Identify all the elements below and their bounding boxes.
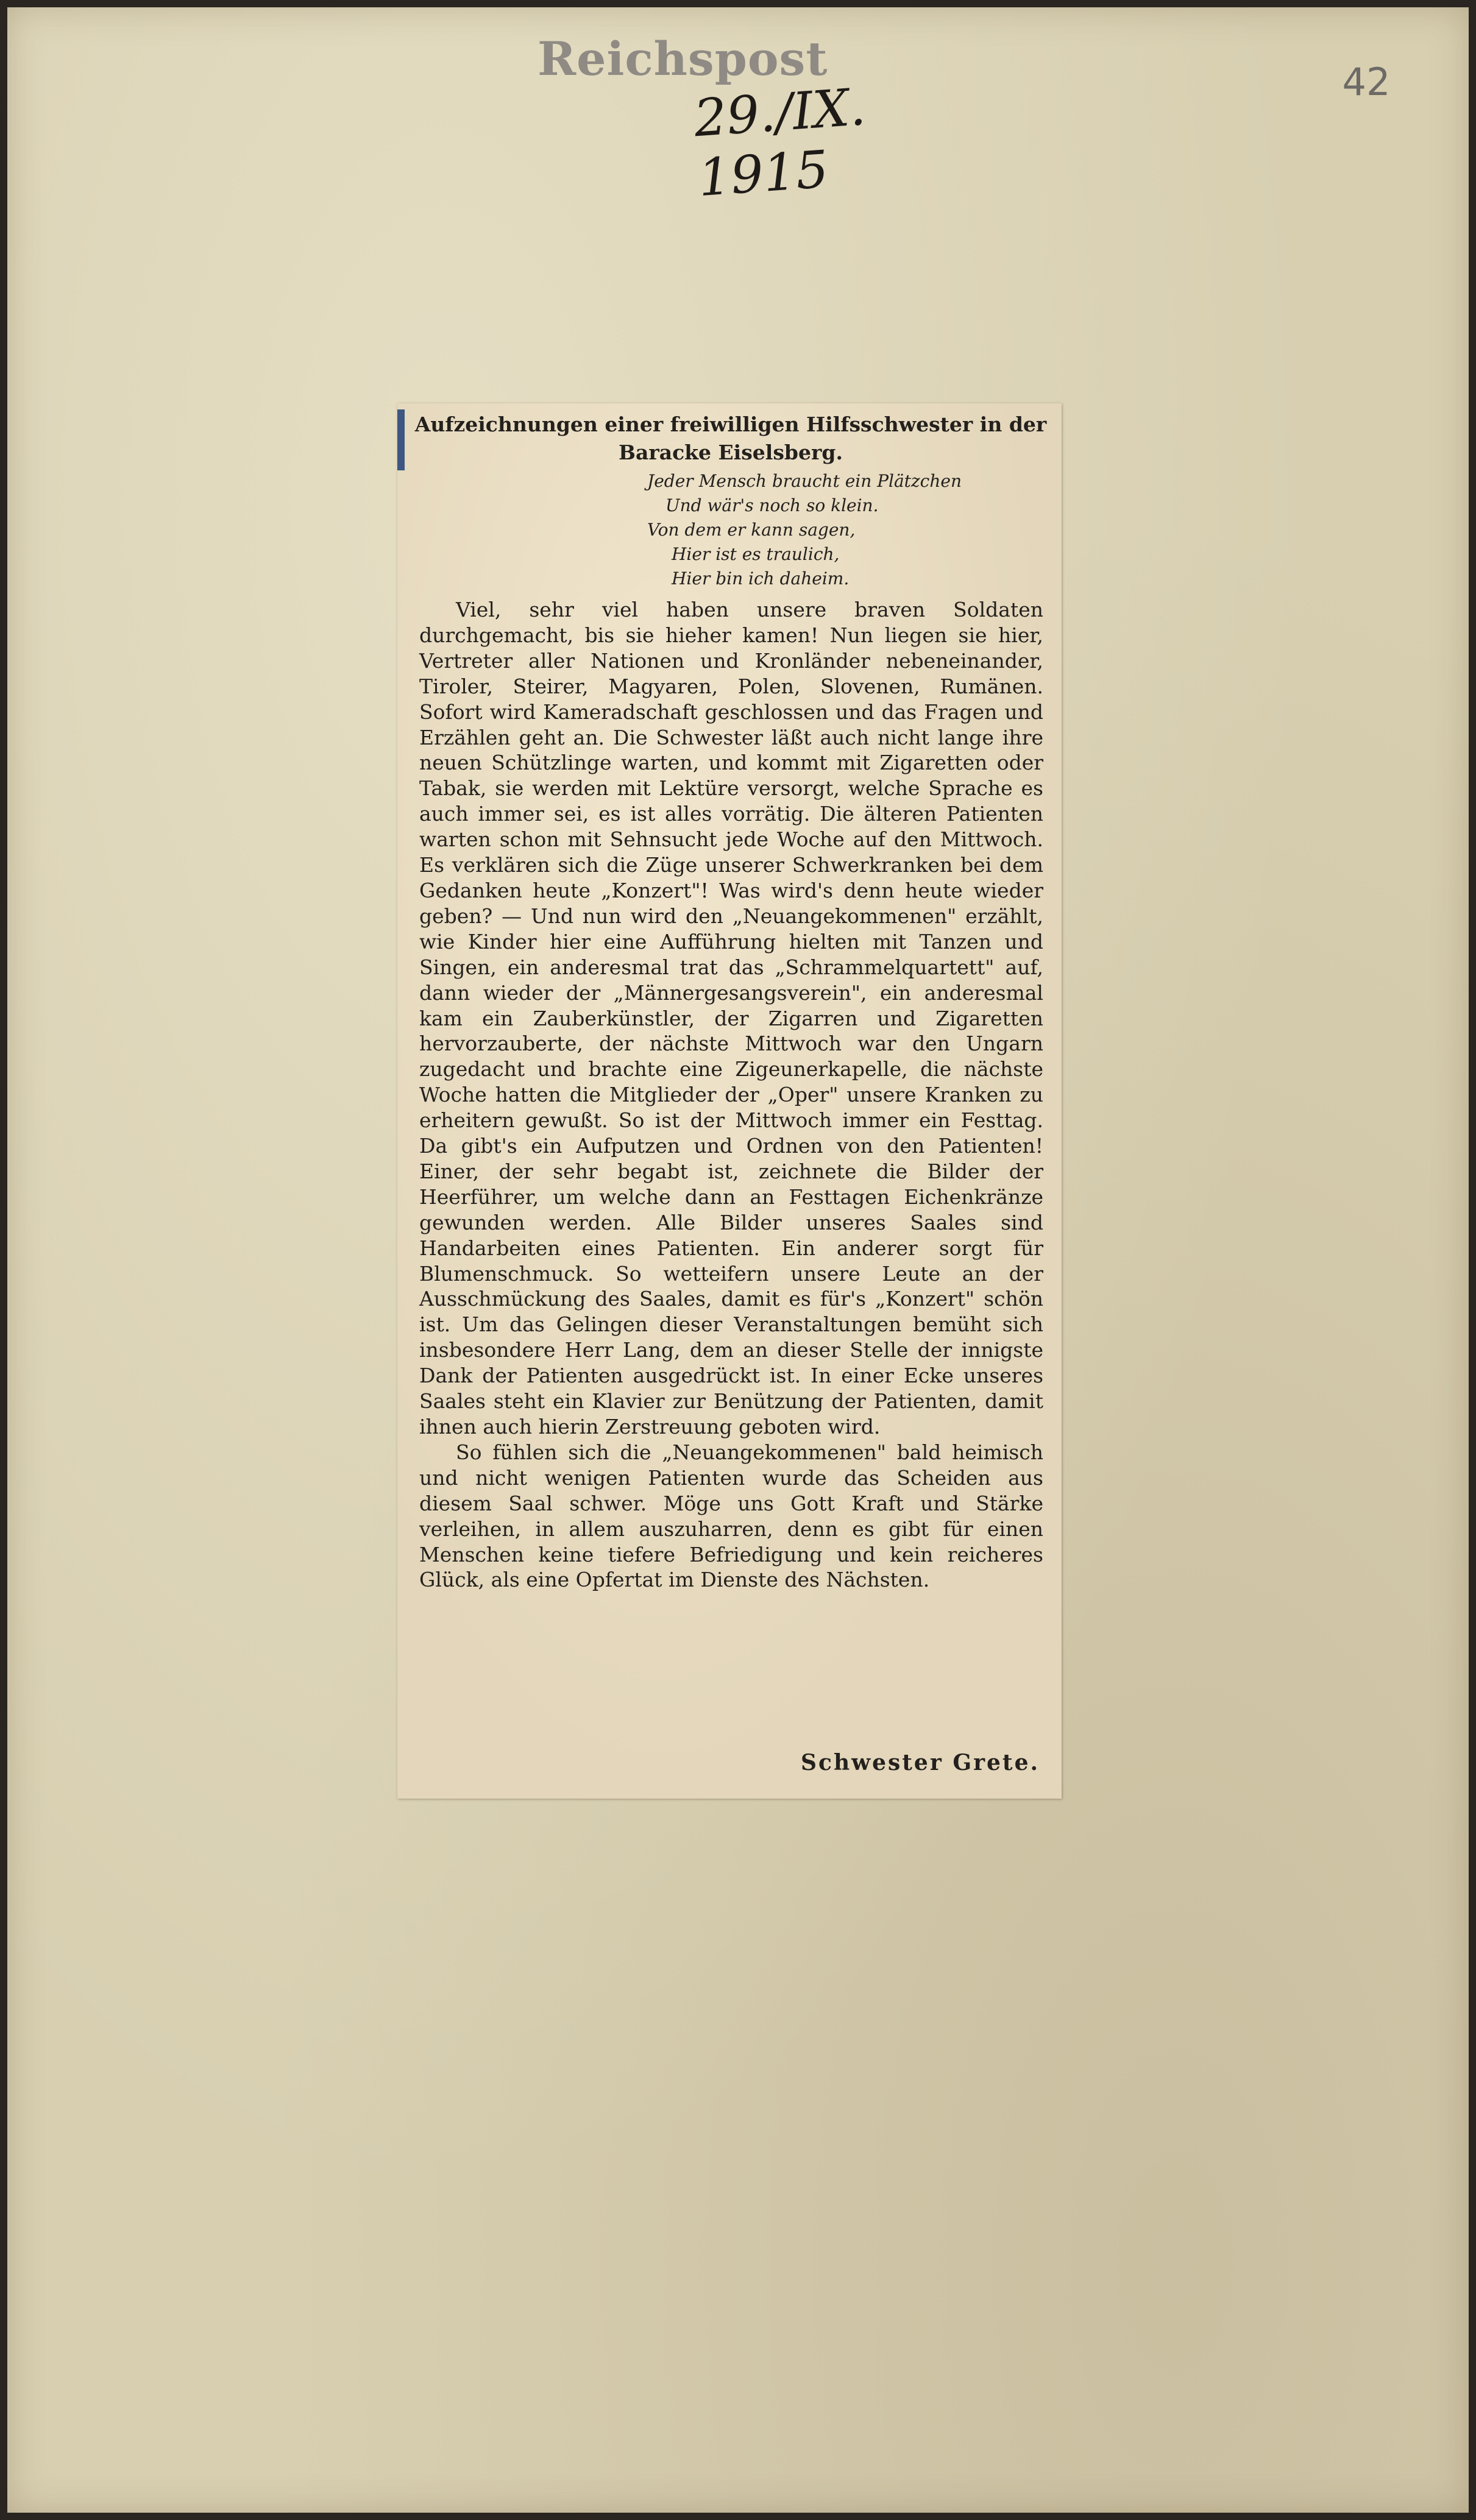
verse-line: Jeder Mensch braucht ein Plätzchen bbox=[647, 471, 962, 491]
verse-line: Von dem er kann sagen, bbox=[647, 520, 856, 540]
newspaper-clipping bbox=[397, 403, 1062, 1799]
verse-line: Hier bin ich daheim. bbox=[672, 568, 850, 589]
article-signature: Schwester Grete. bbox=[801, 1750, 1040, 1775]
verse-block bbox=[647, 469, 1049, 591]
verse-line: Und wär's noch so klein. bbox=[665, 495, 879, 515]
handwritten-date: 29./IX. 1915 bbox=[692, 76, 868, 208]
archive-sheet bbox=[7, 7, 1469, 2513]
blue-edge-mark bbox=[397, 409, 405, 470]
verse-line: Hier ist es traulich, bbox=[672, 544, 840, 564]
article-body bbox=[419, 597, 1043, 1593]
page-number: 42 bbox=[1342, 60, 1391, 104]
article-headline: Aufzeichnungen einer freiwilligen Hilfsschwester in der Baracke Eiselsberg. bbox=[414, 412, 1047, 464]
article-paragraph: So fühlen sich die „Neuangekommenen" bald heimisch und nicht wenigen Patienten wurde das Scheiden aus diesem Saal schwer. Möge uns Gott Kraft und Stärke verleihen, in allem auszuharren, denn es gibt für einen Menschen keine tiefere Befriedigung und kein reicheres Glück, als eine Opfertat im Dienste des Nächsten. bbox=[419, 1440, 1043, 1592]
article-paragraph: Viel, sehr viel haben unsere braven Soldaten durchgemacht, bis sie hieher kamen! Nun liegen sie hier, Vertreter aller Nationen und Kronländer nebeneinander, Tiroler, Steirer, Magyaren, Polen, Slovenen, Rumänen. Sofort wird Kameradschaft geschlossen und das Fragen und Erzählen geht an. Die Schwester läßt auch nicht lange ihre neuen Schützlinge warten, und kommt mit Zigaretten oder Tabak, sie werden mit Lektüre versorgt, welche Sprache es auch immer sei, es ist alles vorrätig. Die älteren Patienten warten schon mit Sehnsucht jede Woche auf den Mittwoch. Es verklären sich die Züge unserer Schwerkranken bei dem Gedanken heute „Konzert"! Was wird's denn heute wieder geben? — Und nun wird den „Neuangekommenen" erzählt, wie Kinder hier eine Aufführung hielten mit Tanzen und Singen, ein anderesmal trat das „Schrammelquartett" auf, dann wieder der „Männergesangsverein", ein anderesmal kam ein Zauberkünstler, der Zigarren und Zigaretten hervorzauberte, der nächste Mittwoch war den Ungarn zugedacht und brachte eine Zigeunerkapelle, die nächste Woche hatten die Mitglieder der „Oper" unsere Kranken zu erheitern gewußt. So ist der Mittwoch immer ein Festtag. Da gibt's ein Aufputzen und Ordnen von den Patienten! Einer, der sehr begabt ist, zeichnete die Bilder der Heerführer, um welche dann an Festtagen Eichenkränze gewunden werden. Alle Bilder unseres Saales sind Handarbeiten eines Patienten. Ein anderer sorgt für Blumenschmuck. So wetteifern unsere Leute an der Ausschmückung des Saales, damit es für's „Konzert" schön ist. Um das Gelingen dieser Veranstaltungen bemüht sich insbesondere Herr Lang, dem an dieser Stelle der innigste Dank der Patienten ausgedrückt ist. In einer Ecke unseres Saales steht ein Klavier zur Benützung der Patienten, damit ihnen auch hierin Zerstreuung geboten wird. bbox=[419, 598, 1043, 1439]
newspaper-stamp: Reichspost bbox=[538, 32, 828, 86]
